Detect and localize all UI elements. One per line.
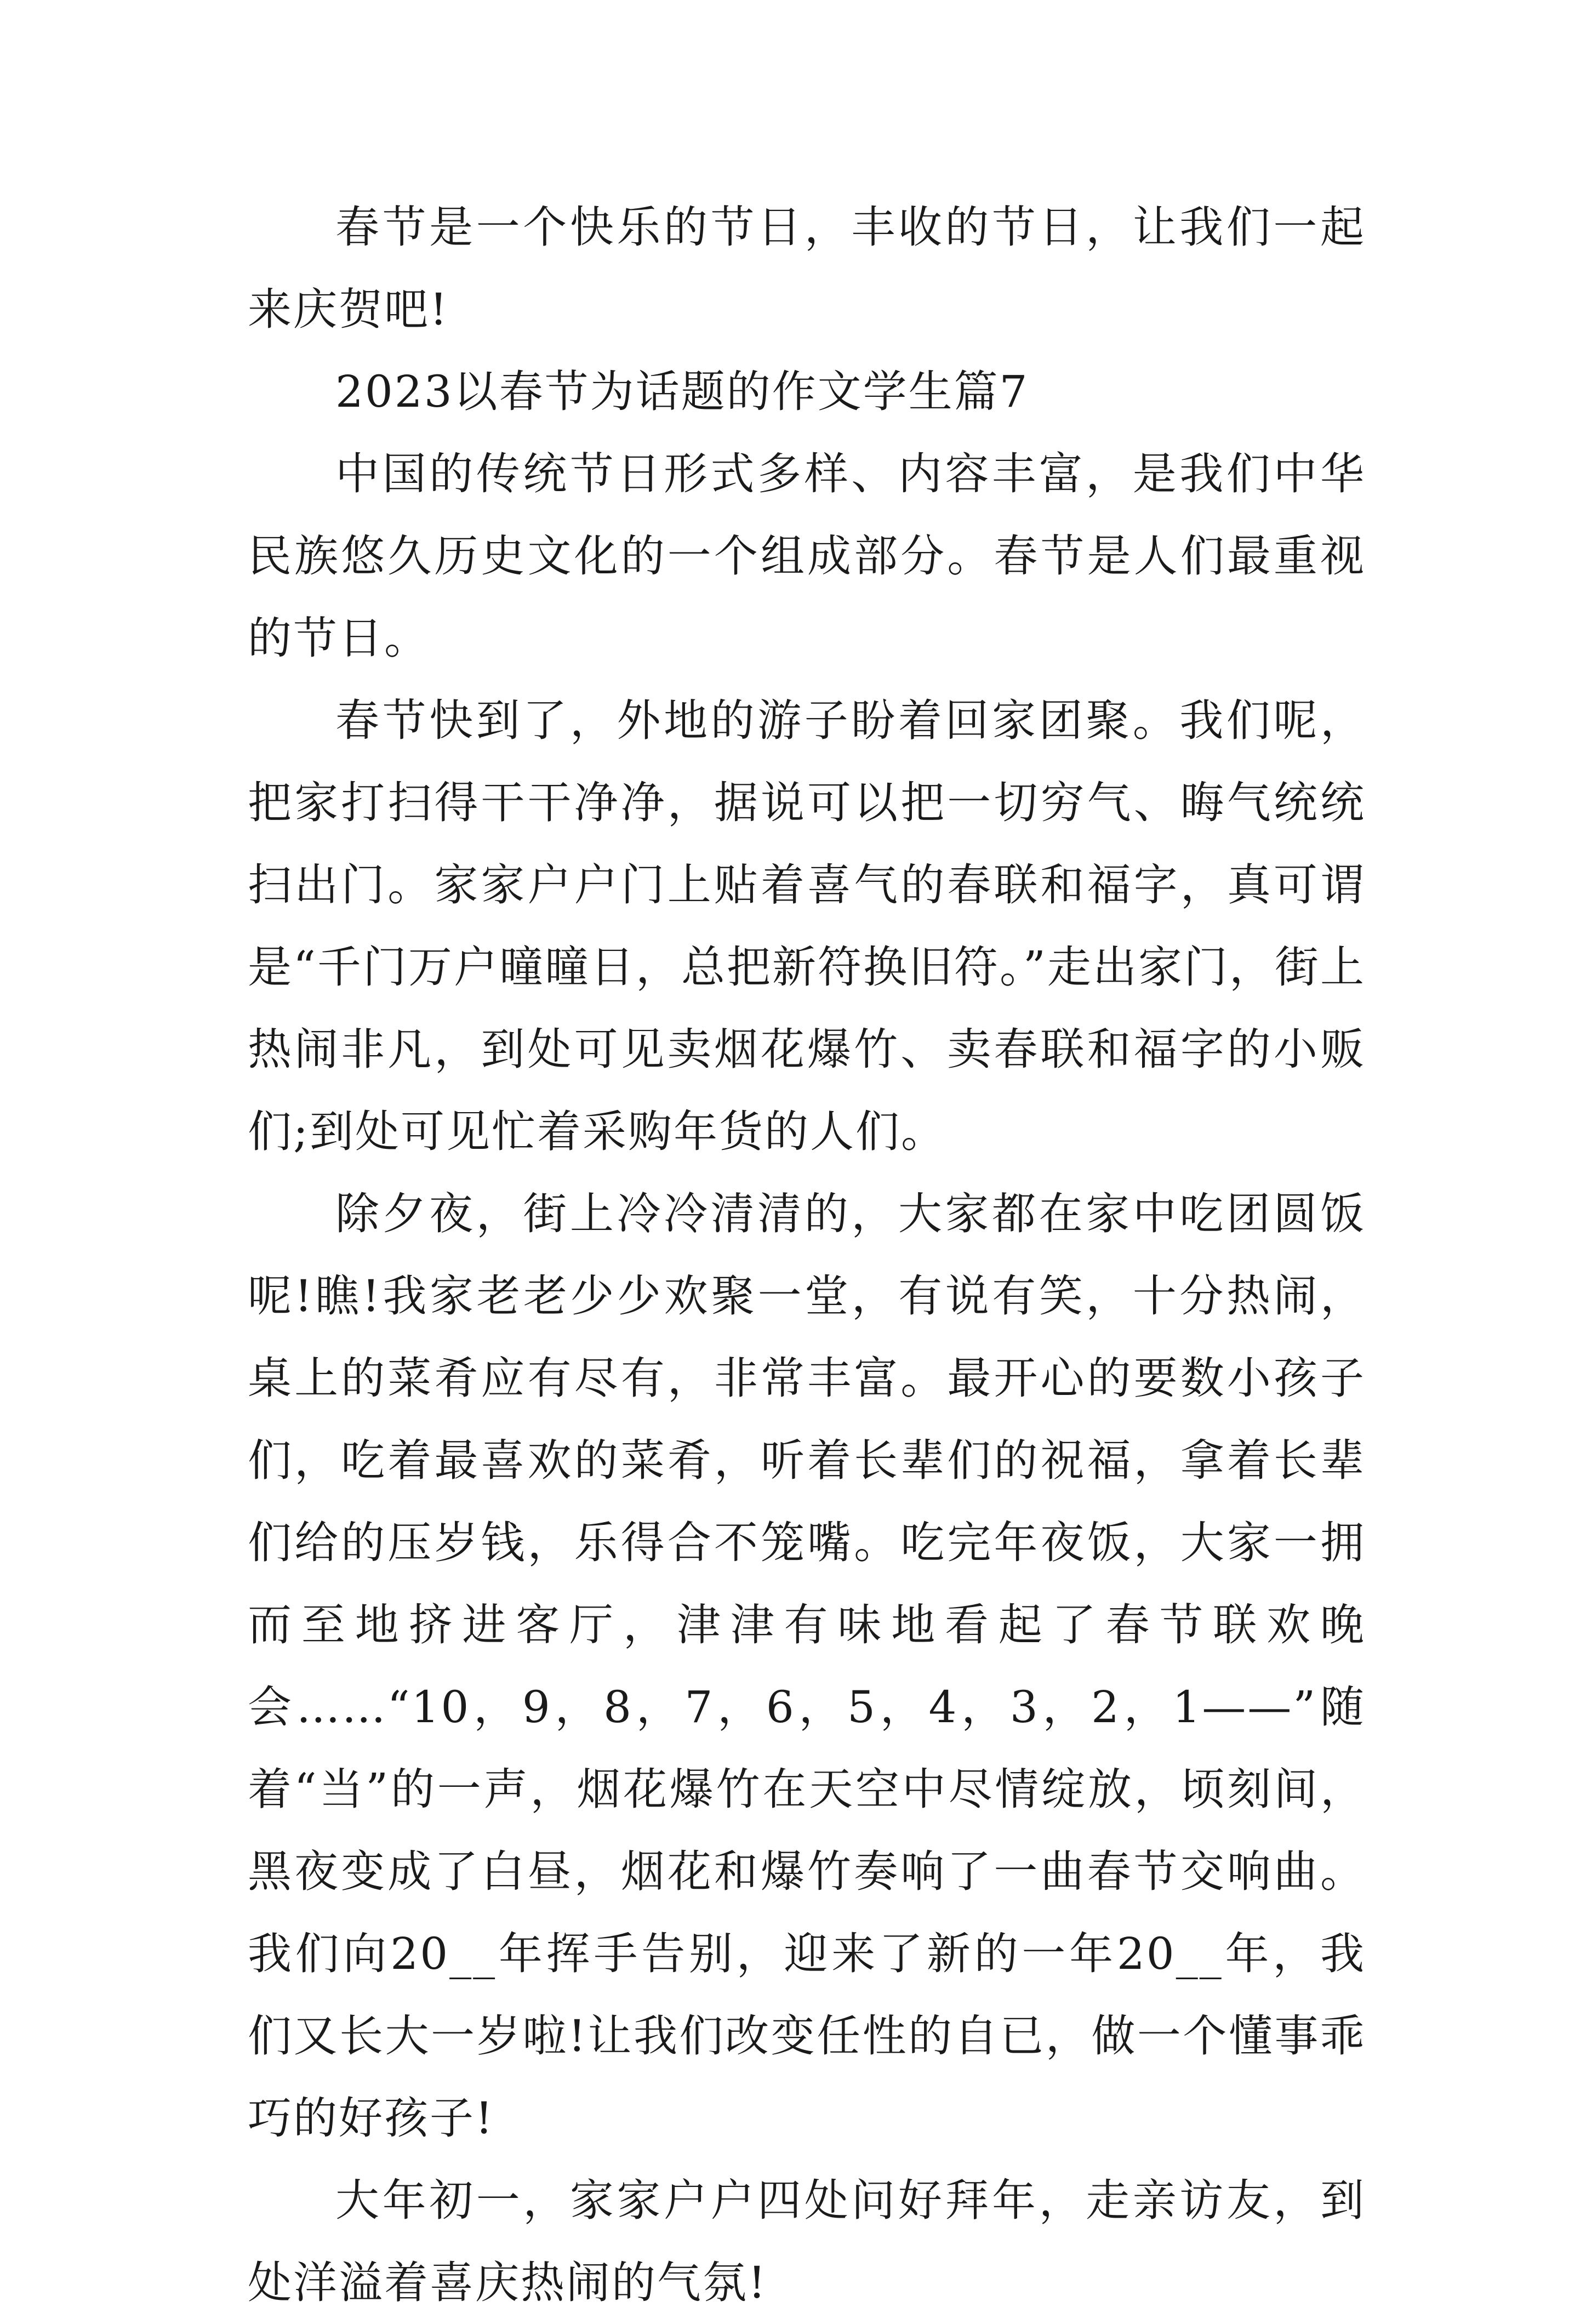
paragraph-intro: 中国的传统节日形式多样、内容丰富，是我们中华民族悠久历史文化的一个组成部分。春节是人们最重视的节日。: [248, 448, 1366, 664]
section-heading: 2023以春节为话题的作文学生篇7: [335, 366, 1029, 417]
paragraph-new-years-eve: 除夕夜，街上冷冷清清的，大家都在家中吃团圆饭呢!瞧!我家老老少少欢聚一堂，有说有笑，十分热闹，桌上的菜肴应有尽有，非常丰富。最开心的要数小孩子们，吃着最喜欢的菜肴，听着长辈们的祝福，拿着长辈们给的压岁钱，乐得合不笼嘴。吃完年夜饭，大家一拥而至地挤进客厅，津津有味地看起了春节联欢晚会……“10，9，8，7，6，5，4，3，2，1——”随着“当”的一声，烟花爆竹在天空中尽情绽放，顷刻间，黑夜变成了白昼，烟花和爆竹奏响了一曲春节交响曲。我们向20__年挥手告别，迎来了新的一年20__年，我们又长大一岁啦!让我们改变任性的自已，做一个懂事乖巧的好孩子!: [248, 1188, 1366, 2144]
paragraph-first-day: 大年初一，家家户户四处问好拜年，走亲访友，到处洋溢着喜庆热闹的气氛!: [248, 2175, 1366, 2308]
paragraph-preparation: 春节快到了，外地的游子盼着回家团聚。我们呢，把家打扫得干干净净，据说可以把一切穷气、晦气统统扫出门。家家户户门上贴着喜气的春联和福字，真可谓是“千门万户曈曈日，总把新符换旧符。”走出家门，街上热闹非凡，到处可见卖烟花爆竹、卖春联和福字的小贩们;到处可见忙着采购年货的人们。: [248, 695, 1366, 1157]
document-body: [248, 186, 1366, 2324]
paragraph-closing: 春节是一个快乐的节日，丰收的节日，让我们一起来庆贺吧!: [248, 202, 1366, 335]
